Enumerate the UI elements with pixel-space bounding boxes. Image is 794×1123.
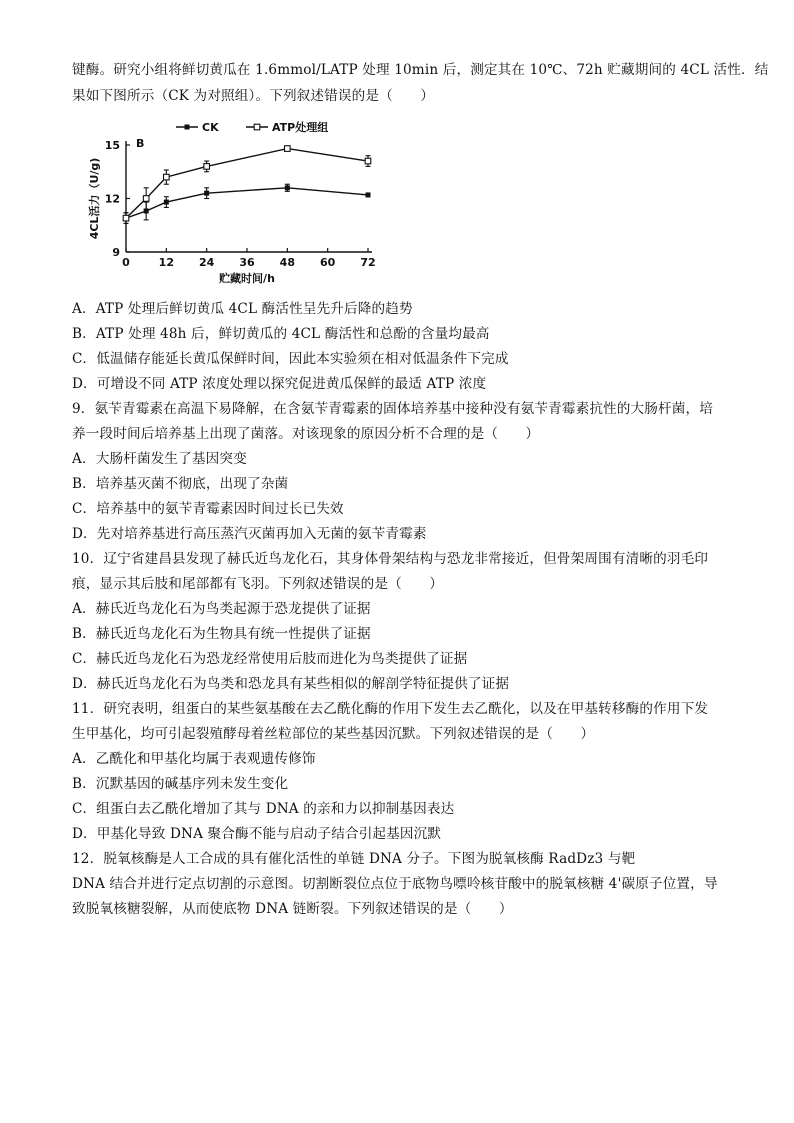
q10-option-b: B．赫氏近鸟龙化石为生物具有统一性提供了证据 [72, 626, 371, 642]
q11-option-c: C．组蛋白去乙酰化增加了其与 DNA 的亲和力以抑制基因表达 [72, 801, 455, 817]
q10-stem-line2: 痕，显示其后肢和尾部都有飞羽。下列叙述错误的是（ ） [72, 576, 444, 592]
q11-option-b: B．沉默基因的碱基序列未发生变化 [72, 776, 289, 792]
y-tick-label: 9 [112, 246, 120, 259]
q9-option-d: D．先对培养基进行高压蒸汽灭菌再加入无菌的氨苄青霉素 [72, 526, 427, 542]
q9-option-c: C．培养基中的氨苄青霉素因时间过长已失效 [72, 501, 344, 517]
q11-stem-line2: 生甲基化，均可引起裂殖酵母着丝粒部位的某些基因沉默。下列叙述错误的是（ ） [72, 726, 595, 742]
x-axis-title: 贮藏时间/h [219, 272, 275, 285]
activity-line-chart [80, 118, 390, 298]
ck-point [204, 191, 209, 196]
y-tick-label: 15 [104, 139, 120, 152]
x-tick-label: 12 [158, 256, 174, 269]
atp-point [285, 146, 291, 152]
q9-option-b: B．培养基灭菌不彻底，出现了杂菌 [72, 476, 289, 492]
q12-stem-line2: DNA 结合并进行定点切割的示意图。切割断裂位点位于底物鸟嘌呤核苷酸中的脱氧核糖 4'碳原子位置，导 [72, 876, 718, 892]
q10-option-d: D．赫氏近鸟龙化石为鸟类和恐龙具有某些相似的解剖学特征提供了证据 [72, 676, 510, 692]
x-tick-label: 24 [199, 256, 215, 269]
q10-option-c: C．赫氏近鸟龙化石为恐龙经常使用后肢而进化为鸟类提供了证据 [72, 651, 468, 667]
q10-option-a: A．赫氏近鸟龙化石为鸟类起源于恐龙提供了证据 [72, 601, 371, 617]
q11-option-a: A．乙酰化和甲基化均属于表观遗传修饰 [72, 751, 316, 767]
q12-stem-line3: 致脱氧核糖裂解，从而使底物 DNA 链断裂。下列叙述错误的是（ ） [72, 901, 513, 917]
atp-point [164, 174, 170, 180]
ck-point [366, 192, 371, 197]
ck-point [285, 185, 290, 190]
atp-point [204, 164, 210, 170]
legend-label: ATP处理组 [272, 121, 329, 134]
panel-label: B [136, 137, 145, 150]
legend-marker [185, 125, 190, 130]
legend-marker [254, 124, 260, 130]
q10-stem-line1: 10．辽宁省建昌县发现了赫氏近鸟龙化石，其身体骨架结构与恐龙非常接近，但骨架周围有清晰的羽毛印 [72, 551, 709, 567]
atp-point [123, 215, 129, 221]
q8-option-d: D．可增设不同 ATP 浓度处理以探究促进黄瓜保鲜的最适 ATP 浓度 [72, 376, 487, 392]
x-tick-label: 60 [320, 256, 336, 269]
chart-svg [80, 118, 390, 298]
x-tick-label: 48 [279, 256, 295, 269]
series-line-ck [126, 188, 368, 218]
series-line-atp [126, 149, 368, 219]
q11-stem-line1: 11．研究表明，组蛋白的某些氨基酸在去乙酰化酶的作用下发生去乙酰化，以及在甲基转移酶的作用下发 [72, 701, 709, 717]
q9-stem-line2: 养一段时间后培养基上出现了菌落。对该现象的原因分析不合理的是（ ） [72, 426, 540, 442]
q8-intro-line2: 果如下图所示（CK 为对照组）。下列叙述错误的是（ ） [72, 88, 435, 104]
ck-point [164, 200, 169, 205]
q9-option-a: A．大肠杆菌发生了基因突变 [72, 451, 247, 467]
x-tick-label: 0 [122, 256, 130, 269]
q8-option-b: B．ATP 处理 48h 后，鲜切黄瓜的 4CL 酶活性和总酚的含量均最高 [72, 326, 490, 342]
q8-option-a: A．ATP 处理后鲜切黄瓜 4CL 酶活性呈先升后降的趋势 [72, 301, 413, 317]
q11-option-d: D．甲基化导致 DNA 聚合酶不能与启动子结合引起基因沉默 [72, 826, 442, 842]
x-tick-label: 36 [239, 256, 255, 269]
x-tick-label: 72 [360, 256, 376, 269]
q8-option-c: C．低温储存能延长黄瓜保鲜时间，因此本实验须在相对低温条件下完成 [72, 351, 509, 367]
atp-point [365, 158, 371, 164]
q8-intro-line1: 键酶。研究小组将鲜切黄瓜在 1.6mmol/LATP 处理 10min 后，测定其在 10℃、72h 贮藏期间的 4CL 活性．结 [72, 62, 769, 78]
y-tick-label: 12 [104, 192, 120, 206]
q9-stem-line1: 9．氨苄青霉素在高温下易降解，在含氨苄青霉素的固体培养基中接种没有氨苄青霉素抗性的大肠杆菌，培 [72, 401, 714, 417]
legend-label: CK [202, 121, 219, 134]
y-axis-title: 4CL活力（U/g) [88, 157, 101, 240]
atp-point [143, 196, 149, 202]
q12-stem-line1: 12．脱氧核酶是人工合成的具有催化活性的单链 DNA 分子。下图为脱氧核酶 RadDz3 与靶 [72, 851, 636, 867]
